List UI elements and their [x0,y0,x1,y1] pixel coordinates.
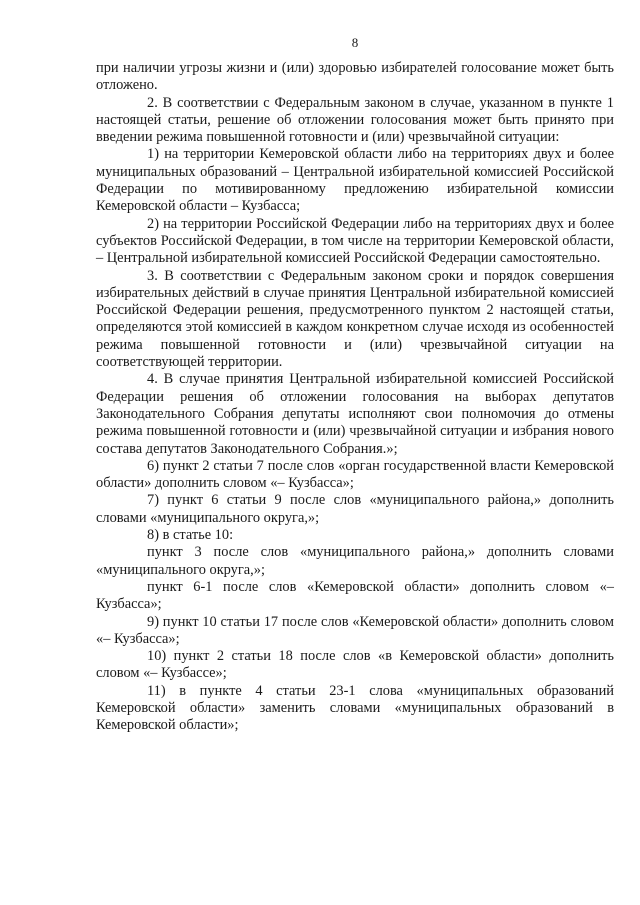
paragraph-amendment-9: 9) пункт 10 статьи 17 после слов «Кемеровской области» дополнить словом «– Кузбасса»; [96,613,614,647]
paragraph-amendment-11: 11) в пункте 4 статьи 23-1 слова «муниципальных образований Кемеровской области» заменить словами «муниципальных образований в Кемеровской области»; [96,682,614,734]
paragraph-subpoint-2: 2) на территории Российской Федерации либо на территориях двух и более субъектов Российской Федерации, в том числе на территории Кемеровской области, – Центральной избирательной комиссией Российской Федерации самостоятельно. [96,215,614,267]
paragraph-continuation: при наличии угрозы жизни и (или) здоровью избирателей голосование может быть отложено. [96,60,614,94]
document-body [96,60,614,735]
document-page [96,0,614,905]
paragraph-point-2: 2. В соответствии с Федеральным законом в случае, указанном в пункте 1 настоящей статьи, решение об отложении голосования может быть принято при введении режима повышенной готовности и (или) чрезвычайной ситуации: [96,94,614,146]
paragraph-amendment-10: 10) пункт 2 статьи 18 после слов «в Кемеровской области» дополнить словом «– Кузбассе»; [96,648,614,682]
paragraph-amendment-7: 7) пункт 6 статьи 9 после слов «муниципального района,» дополнить словами «муниципального округа,»; [96,492,614,526]
paragraph-amendment-8: 8) в статье 10: [147,527,234,544]
paragraph-subpoint-1: 1) на территории Кемеровской области либо на территориях двух и более муниципальных образований – Центральной избирательной комиссией Российской Федерации по мотивированному предложению избирательной комиссии Кемеровской области – Кузбасса; [96,146,614,215]
page-number: 8 [351,35,359,50]
paragraph-point-4: 4. В случае принятия Центральной избирательной комиссией Российской Федерации решения об отложении голосования на выборах депутатов Законодательного Собрания депутаты исполняют свои полномочия до отмены режима повышенной готовности и (или) чрезвычайной ситуации и избрания нового состава депутатов Законодательного Собрания.»; [96,371,614,457]
paragraph-amendment-6: 6) пункт 2 статьи 7 после слов «орган государственной власти Кемеровской области» дополнить словом «– Кузбасса»; [96,457,614,492]
paragraph-amendment-8-item-2: пункт 6-1 после слов «Кемеровской области» дополнить словом «– Кузбасса»; [96,578,614,613]
paragraph-point-3: 3. В соответствии с Федеральным законом сроки и порядок совершения избирательных действий в случае принятия Центральной избирательной комиссией Российской Федерации решения, предусмотренного пунктом 2 настоящей статьи, определяются этой комиссией в каждом конкретном случае исходя из особенностей режима повышенной готовности и (или) чрезвычайной ситуации на соответствующей территории. [96,267,614,371]
paragraph-amendment-8-item-1: пункт 3 после слов «муниципального района,» дополнить словами «муниципального округа,»; [96,544,614,578]
